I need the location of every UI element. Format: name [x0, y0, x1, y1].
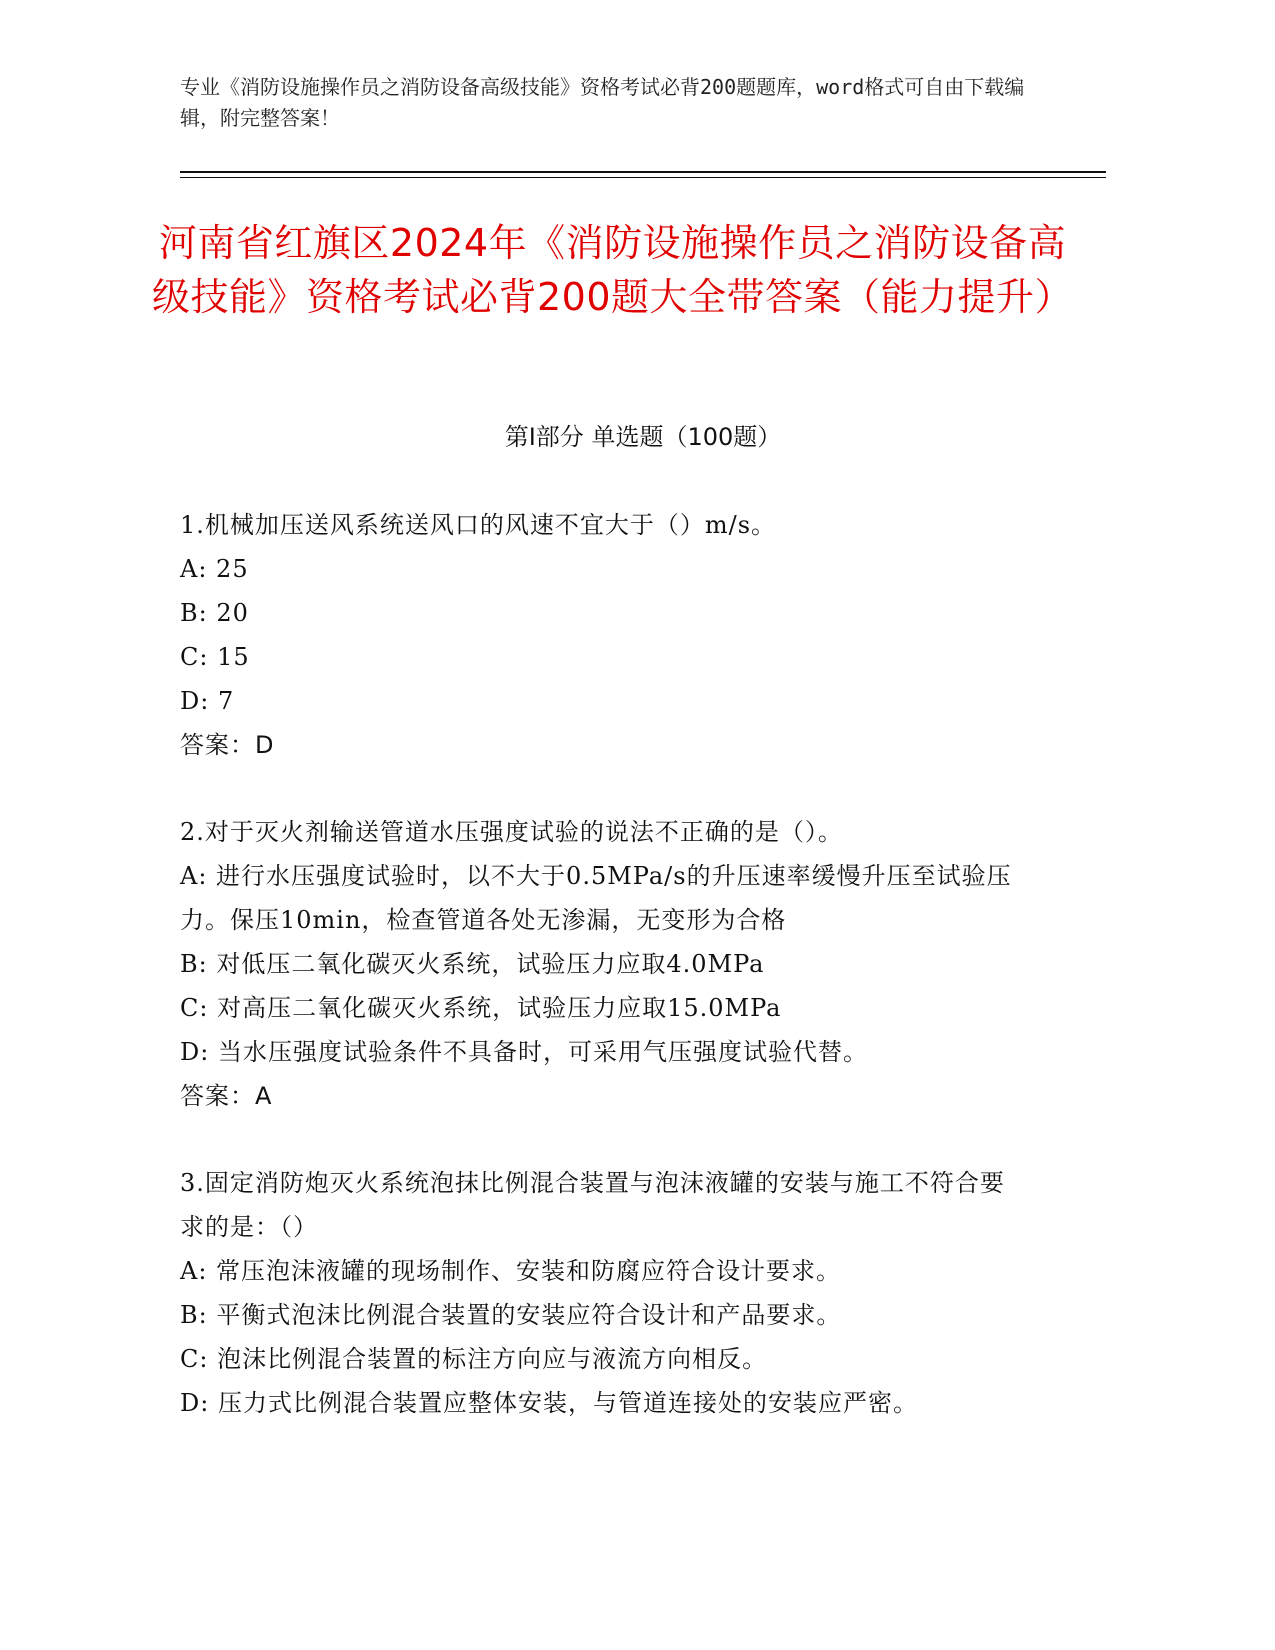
- question-stem: 1.机械加压送风系统送风口的风速不宜大于（）m/s。: [180, 511, 777, 539]
- option-a: A: 25: [180, 555, 249, 583]
- header-divider-thick: [180, 171, 1106, 173]
- option-c: C: 对高压二氧化碳灭火系统，试验压力应取15.0MPa: [180, 994, 782, 1022]
- header-note: 专业《消防设施操作员之消防设备高级技能》资格考试必背200题题库，word格式可自由下载编辑，附完整答案！: [180, 75, 1025, 130]
- answer-value: A: [255, 1082, 272, 1110]
- section-heading: 第Ⅰ部分 单选题（100题）: [504, 423, 782, 451]
- answer-label: 答案：: [180, 1082, 255, 1110]
- answer-line: [180, 1074, 1020, 1118]
- answer-label: 答案：: [180, 731, 255, 759]
- question-1: [180, 503, 1020, 767]
- option-b: B: 20: [180, 599, 249, 627]
- option-b: B: 对低压二氧化碳灭火系统，试验压力应取4.0MPa: [180, 950, 765, 978]
- question-list: [180, 503, 1020, 1468]
- option-a: A: 常压泡沫液罐的现场制作、安装和防腐应符合设计要求。: [180, 1257, 842, 1285]
- answer-value: D: [255, 731, 274, 759]
- option-d: D: 压力式比例混合装置应整体安装，与管道连接处的安装应严密。: [180, 1389, 918, 1417]
- option-c: C: 15: [180, 643, 250, 671]
- question-stem: 2.对于灭火剂输送管道水压强度试验的说法不正确的是（）。: [180, 818, 843, 846]
- question-3: [180, 1161, 1020, 1425]
- document-title: 河南省红旗区2024年《消防设施操作员之消防设备高级技能》资格考试必背200题大全带答案（能力提升）: [151, 221, 1074, 319]
- option-c: C: 泡沫比例混合装置的标注方向应与液流方向相反。: [180, 1345, 768, 1373]
- question-stem: 3.固定消防炮灭火系统泡抹比例混合装置与泡沫液罐的安装与施工不符合要求的是：（）: [180, 1169, 1005, 1241]
- option-b: B: 平衡式泡沫比例混合装置的安装应符合设计和产品要求。: [180, 1301, 842, 1329]
- option-d: D: 7: [180, 687, 235, 715]
- option-a: A: 进行水压强度试验时，以不大于0.5MPa/s的升压速率缓慢升压至试验压力。保压10min，检查管道各处无渗漏，无变形为合格: [180, 862, 1012, 934]
- header-divider-thin: [180, 177, 1106, 178]
- question-2: [180, 810, 1020, 1118]
- option-d: D: 当水压强度试验条件不具备时，可采用气压强度试验代替。: [180, 1038, 868, 1066]
- answer-line: [180, 723, 1020, 767]
